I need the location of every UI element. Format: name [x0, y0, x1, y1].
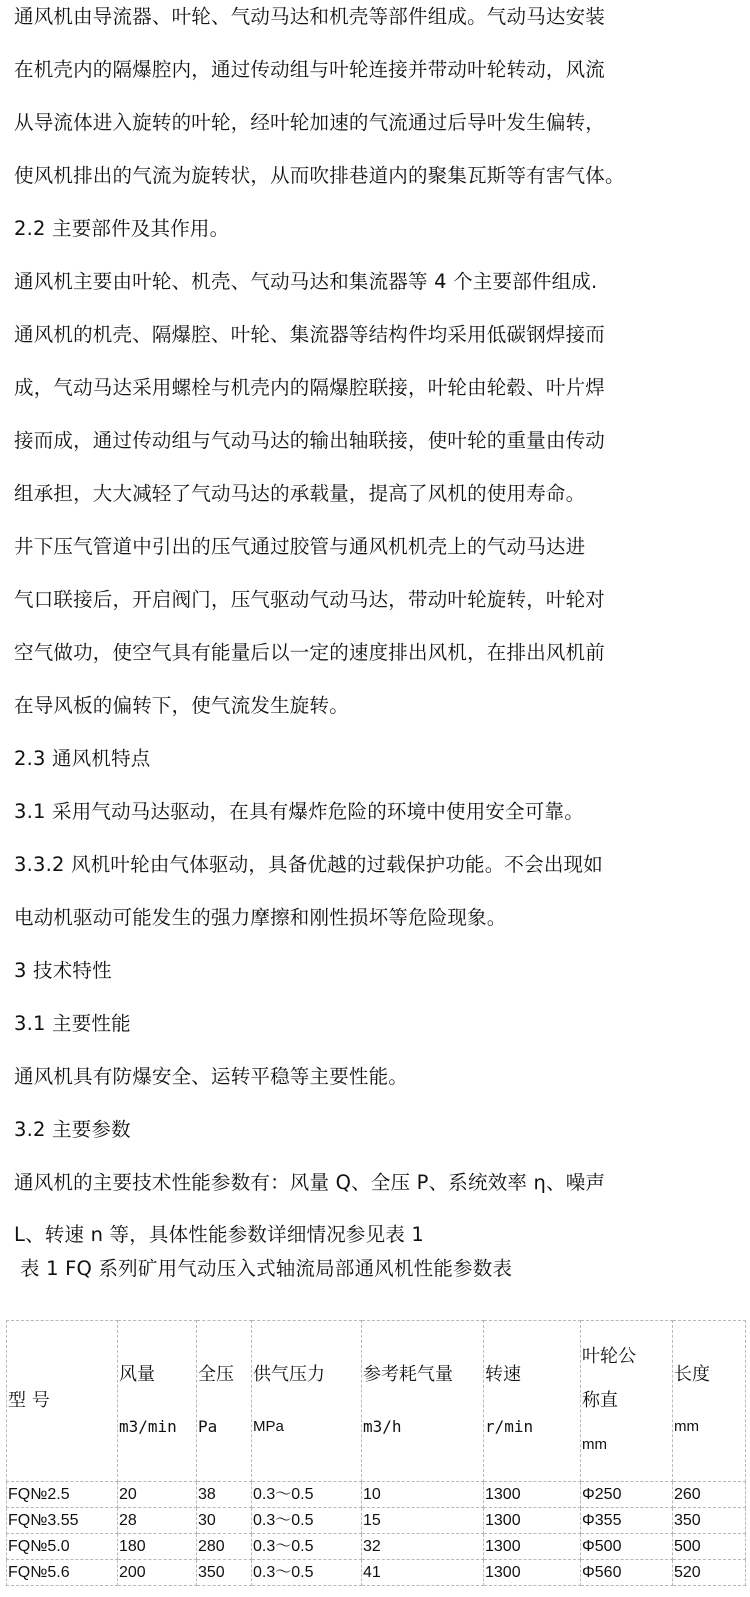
table-cell: 1300 [484, 1508, 581, 1534]
table-cell: 1300 [484, 1482, 581, 1508]
table-cell: 1300 [484, 1560, 581, 1586]
header-air-consumption: 参考耗气量 m3/h [362, 1321, 484, 1482]
table-row [7, 1482, 746, 1508]
header-model: 型 号 [7, 1321, 118, 1482]
paragraph-line: 3.3.2 风机叶轮由气体驱动，具备优越的过载保护功能。不会出现如 [14, 853, 603, 876]
paragraph-line: 3.1 主要性能 [14, 1012, 131, 1035]
table-row [7, 1534, 746, 1560]
paragraph-line: 通风机的机壳、隔爆腔、叶轮、集流器等结构件均采用低碳钢焊接而 [14, 323, 606, 346]
paragraph-line: 通风机主要由叶轮、机壳、气动马达和集流器等 4 个主要部件组成. [14, 270, 598, 293]
paragraph-line: 从导流体进入旋转的叶轮，经叶轮加速的气流通过后导叶发生偏转， [14, 111, 606, 134]
paragraph-line: 在导风板的偏转下，使气流发生旋转。 [14, 694, 349, 717]
paragraph-line: 空气做功，使空气具有能量后以一定的速度排出风机，在排出风机前 [14, 641, 606, 664]
paragraph-line: 通风机由导流器、叶轮、气动马达和机壳等部件组成。气动马达安装 [14, 5, 606, 28]
table-cell: Φ560 [581, 1560, 673, 1586]
table-cell: FQ№5.6 [7, 1560, 118, 1586]
performance-parameter-table [6, 1320, 746, 1586]
paragraph-line: 使风机排出的气流为旋转状，从而吹排巷道内的聚集瓦斯等有害气体。 [14, 164, 625, 187]
paragraph-line: 通风机具有防爆安全、运转平稳等主要性能。 [14, 1065, 409, 1088]
header-total-pressure: 全压 Pa [197, 1321, 252, 1482]
table-cell: Φ250 [581, 1482, 673, 1508]
paragraph-line: 组承担，大大减轻了气动马达的承载量，提高了风机的使用寿命。 [14, 482, 586, 505]
table-cell: Φ500 [581, 1534, 673, 1560]
header-impeller-diameter: 叶轮公 称直 mm [581, 1321, 673, 1482]
paragraph-line: 3.1 采用气动马达驱动，在具有爆炸危险的环境中使用安全可靠。 [14, 800, 584, 823]
table-cell: 20 [118, 1482, 197, 1508]
paragraph-line: L、转速 n 等，具体性能参数详细情况参见表 1 [14, 1223, 425, 1246]
paragraph-line: 井下压气管道中引出的压气通过胶管与通风机机壳上的气动马达进 [14, 535, 586, 558]
table-cell: 180 [118, 1534, 197, 1560]
paragraph-line: 2.2 主要部件及其作用。 [14, 217, 230, 240]
header-speed: 转速 r/min [484, 1321, 581, 1482]
table-cell: Φ355 [581, 1508, 673, 1534]
table-cell: 280 [197, 1534, 252, 1560]
table-cell: FQ№2.5 [7, 1482, 118, 1508]
table-cell: 0.3～0.5 [252, 1560, 362, 1586]
table-row [7, 1560, 746, 1586]
table-cell: 10 [362, 1482, 484, 1508]
paragraph-line: 通风机的主要技术性能参数有：风量 Q、全压 P、系统效率 η、噪声 [14, 1171, 606, 1194]
header-airflow: 风量 m3/min [118, 1321, 197, 1482]
table-cell: FQ№5.0 [7, 1534, 118, 1560]
table-cell: 520 [673, 1560, 746, 1586]
table-row [7, 1508, 746, 1534]
header-length: 长度 mm [673, 1321, 746, 1482]
table-cell: 38 [197, 1482, 252, 1508]
table-cell: 350 [673, 1508, 746, 1534]
table-cell: 28 [118, 1508, 197, 1534]
table-body [7, 1482, 746, 1586]
table-cell: 0.3～0.5 [252, 1482, 362, 1508]
table-cell: 41 [362, 1560, 484, 1586]
table-cell: 0.3～0.5 [252, 1508, 362, 1534]
table-cell: 32 [362, 1534, 484, 1560]
table-caption: 表 1 FQ 系列矿用气动压入式轴流局部通风机性能参数表 [20, 1257, 513, 1280]
table-cell: 1300 [484, 1534, 581, 1560]
table-cell: 15 [362, 1508, 484, 1534]
header-supply-pressure: 供气压力 MPa [252, 1321, 362, 1482]
paragraph-line: 3 技术特性 [14, 959, 112, 982]
table-cell: 0.3～0.5 [252, 1534, 362, 1560]
table-header-row [7, 1321, 746, 1482]
paragraph-line: 3.2 主要参数 [14, 1118, 131, 1141]
table-cell: 500 [673, 1534, 746, 1560]
paragraph-line: 电动机驱动可能发生的强力摩擦和刚性损坏等危险现象。 [14, 906, 507, 929]
table-cell: FQ№3.55 [7, 1508, 118, 1534]
paragraph-line: 2.3 通风机特点 [14, 747, 151, 770]
paragraph-line: 接而成，通过传动组与气动马达的输出轴联接，使叶轮的重量由传动 [14, 429, 606, 452]
table-cell: 200 [118, 1560, 197, 1586]
paragraph-line: 成，气动马达采用螺栓与机壳内的隔爆腔联接，叶轮由轮毂、叶片焊 [14, 376, 606, 399]
paragraph-line: 气口联接后，开启阀门，压气驱动气动马达，带动叶轮旋转，叶轮对 [14, 588, 606, 611]
table-cell: 30 [197, 1508, 252, 1534]
paragraph-line: 在机壳内的隔爆腔内，通过传动组与叶轮连接并带动叶轮转动，风流 [14, 58, 606, 81]
table-cell: 350 [197, 1560, 252, 1586]
table-cell: 260 [673, 1482, 746, 1508]
